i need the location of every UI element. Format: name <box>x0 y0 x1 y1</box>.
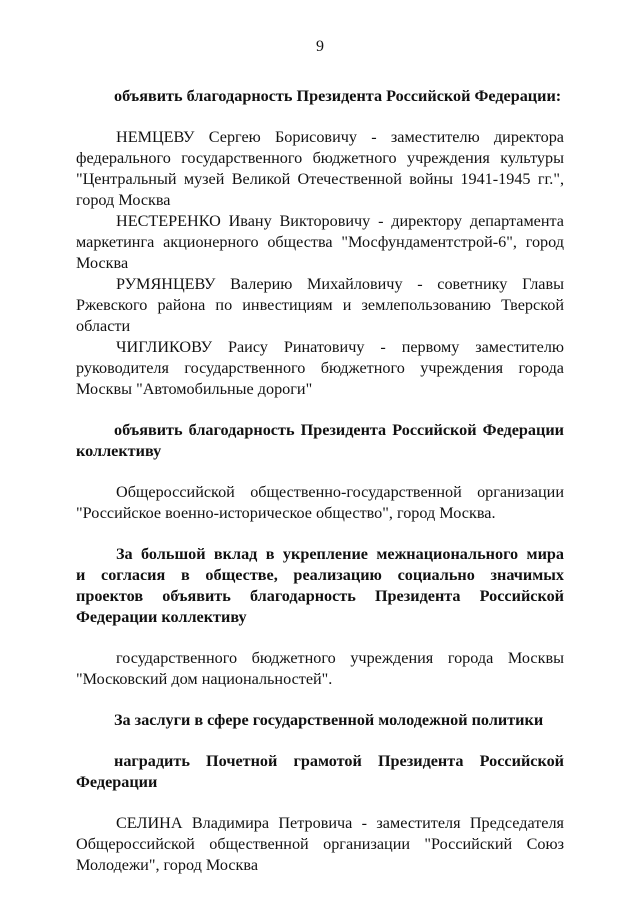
section-heading-interethnic <box>76 544 564 628</box>
award-entry-chiglikov <box>76 337 564 400</box>
section-heading-youth-policy: За заслуги в сфере государственной молодежной политики <box>114 711 544 729</box>
heading-line: Федерации коллективу <box>76 608 247 626</box>
entry-line: НЕСТЕРЕНКО Ивану Викторовичу - директору департамента <box>116 212 564 230</box>
award-entry-selin <box>76 813 564 876</box>
entry-line: "Российское военно-историческое общество", город Москва. <box>76 504 496 522</box>
award-entry-moscow-house <box>76 648 564 690</box>
award-entry-rvio <box>76 482 564 524</box>
entry-line: федерального государственного бюджетного учреждения культуры <box>76 149 564 167</box>
heading-line: Федерации <box>76 773 158 791</box>
entry-line: Москвы "Автомобильные дороги" <box>76 380 313 398</box>
entry-line: СЕЛИНА Владимира Петровича - заместителя Председателя <box>116 814 564 832</box>
entry-line: РУМЯНЦЕВУ Валерию Михайловичу - советнику Главы <box>116 275 564 293</box>
entry-line: "Московский дом национальностей". <box>76 670 333 688</box>
entry-line: государственного бюджетного учреждения города Москвы <box>116 649 564 667</box>
entry-line: Москва <box>76 254 129 272</box>
document-body <box>76 86 564 876</box>
entry-line: руководителя государственного бюджетного учреждения города <box>76 359 564 377</box>
heading-line: За большой вклад в укрепление межнационального мира <box>116 545 564 563</box>
section-heading-gratitude: объявить благодарность Президента Российской Федерации: <box>114 87 562 105</box>
entry-line: Молодежи", город Москва <box>76 856 259 874</box>
entry-line: маркетинга акционерного общества "Мосфундаментстрой-6", город <box>76 233 564 251</box>
entry-line: Общероссийской общественной организации "Российский Союз <box>76 835 564 853</box>
entry-line: области <box>76 317 131 335</box>
page-number: 9 <box>316 38 324 55</box>
entry-line: "Центральный музей Великой Отечественной войны 1941-1945 гг.", <box>76 170 564 188</box>
section-heading-collective-gratitude <box>76 420 564 462</box>
award-entry-nemtsev <box>76 127 564 211</box>
entry-line: Ржевского района по инвестициям и землепользованию Тверской <box>76 296 564 314</box>
award-entry-nesterenko <box>76 211 564 274</box>
entry-line: ЧИГЛИКОВУ Раису Ринатовичу - первому заместителю <box>116 338 564 356</box>
section-heading-certificate <box>76 751 564 793</box>
award-entry-rumyantsev <box>76 274 564 337</box>
heading-line: наградить Почетной грамотой Президента Российской <box>114 752 564 770</box>
entry-line: Общероссийской общественно-государственной организации <box>116 483 564 501</box>
heading-line: объявить благодарность Президента Российской Федерации <box>114 421 564 439</box>
entry-line: город Москва <box>76 191 171 209</box>
heading-line: коллективу <box>76 442 162 460</box>
entry-line: НЕМЦЕВУ Сергею Борисовичу - заместителю директора <box>116 128 564 146</box>
heading-line: проектов объявить благодарность Президента Российской <box>76 587 564 605</box>
heading-line: и согласия в обществе, реализацию социально значимых <box>76 566 564 584</box>
